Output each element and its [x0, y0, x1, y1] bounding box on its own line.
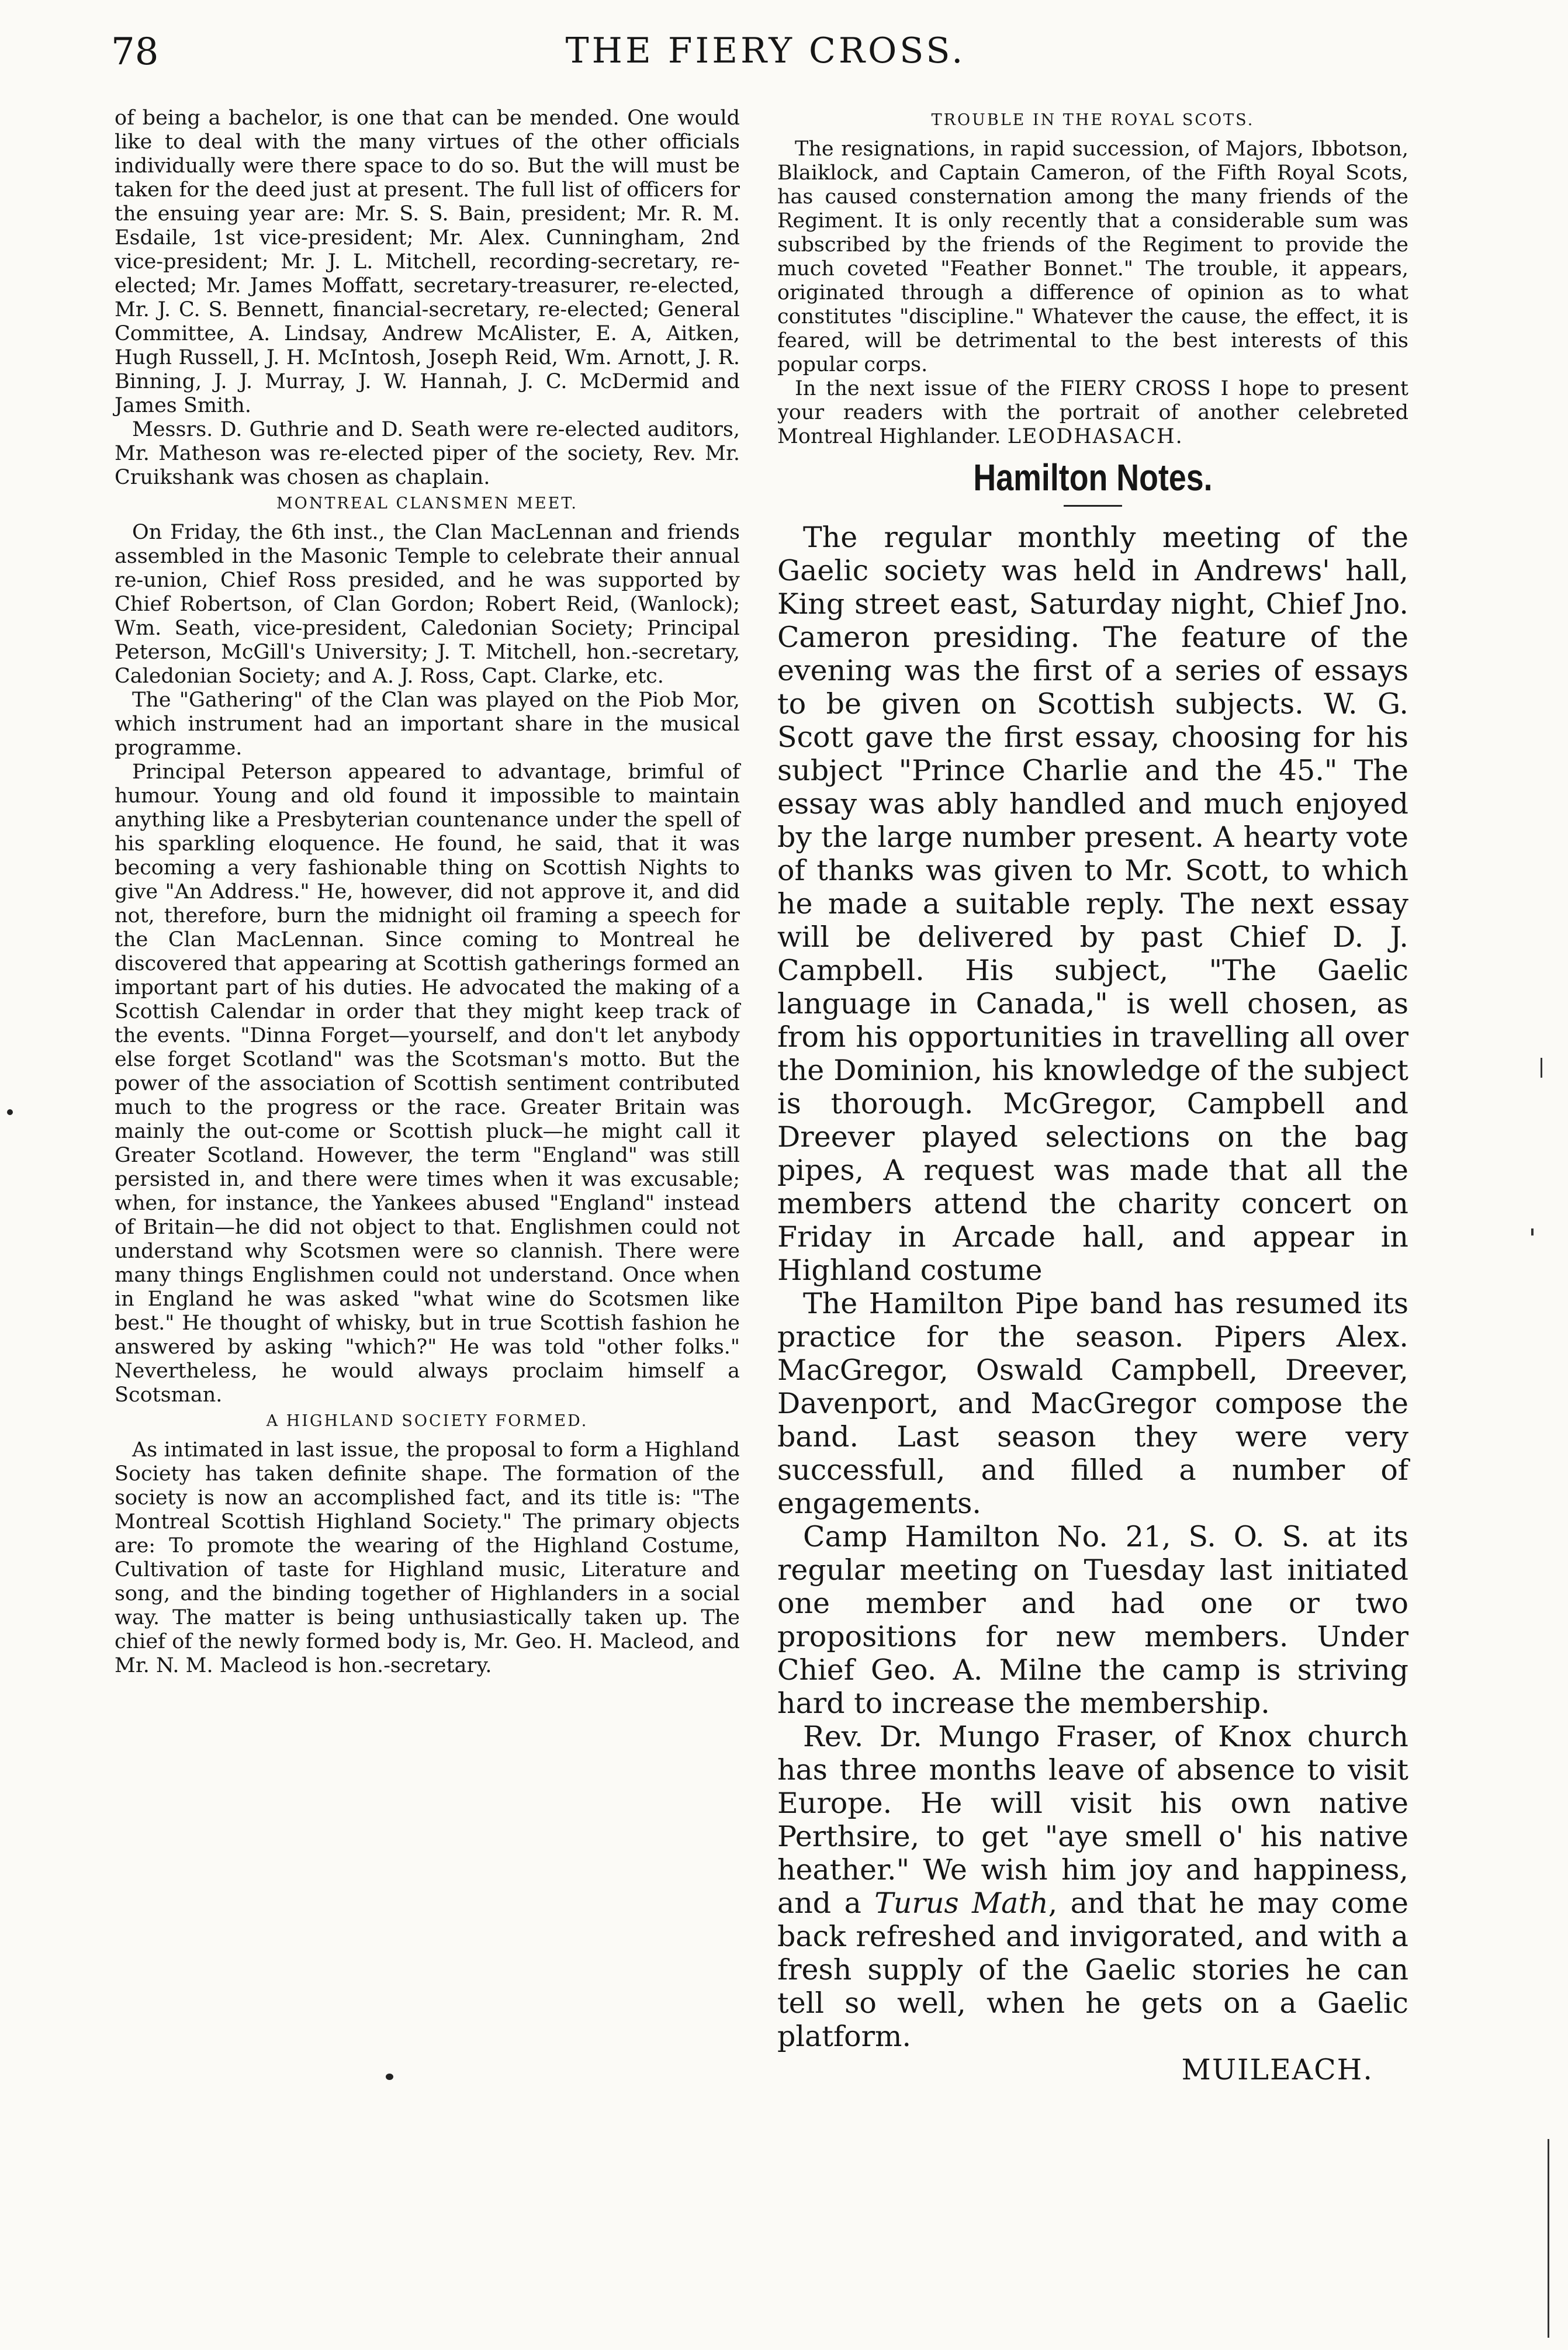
stray-mark-left: [7, 1109, 13, 1115]
turus-math-italic: Turus Math: [874, 1887, 1048, 1920]
heading-hamilton-notes: Hamilton Notes.: [973, 456, 1213, 499]
paragraph-officers: of being a bachelor, is one that can be mended. One would like to deal with the many virtues of the other officials individually were there space to do so. But the will must be taken for the deed just at present. The full list of officers for the ensuing year are: Mr. S. S. Bain, president; Mr. R. M. Esdaile, 1st vice-president; Mr. Alex. Cunningham, 2nd vice-president; Mr. J. L. Mitchell, recording-secretary, re-elected; Mr. James Moffatt, secretary-treasurer, re-elected, Mr. J. C. S. Bennett, financial-secretary, re-elected; General Committee, A. Lindsay, Andrew McAlister, E. A, Aitken, Hugh Russell, J. H. McIntosh, Joseph Reid, Wm. Arnott, J. R. Binning, J. J. Murray, J. W. Hannah, J. C. McDermid and James Smith.: [115, 106, 740, 417]
paragraph-principal-peterson: Principal Peterson appeared to advantage, brimful of humour. Young and old found it impossible to maintain anything like a Presbyterian countenance under the spell of his sparkling eloquence. He found, he said, that it was becoming a very fashionable thing on Scottish Nights to give "An Address." He, however, did not approve it, and did not, therefore, burn the midnight oil framing a speech for the Clan MacLennan. Since coming to Montreal he discovered that appearing at Scottish gatherings formed an important part of his duties. He advocated the making of a Scottish Calendar in order that they might keep track of the events. "Dinna Forget—yourself, and don't let anybody else forget Scotland" was the Scotsman's motto. But the power of the association of Scottish sentiment contributed much to the progress or the race. Greater Britain was mainly the out-come or Scottish pluck—he might call it Greater Scotland. However, the term "England" was still persisted in, and there were times when it was excusable; when, for instance, the Yankees abused "England" instead of Britain—he did not object to that. Englishmen could not understand why Scotsmen were so clannish. There were many things Englishmen could not understand. Once when in England he was asked "what wine do Scotsmen like best." He thought of whisky, but in true Scottish fashion he answered by asking "which?" He was told "other folks." Nevertheless, he would always proclaim himself a Scotsman.: [115, 760, 740, 1407]
signature-leodhasach: LEODHASACH.: [1007, 425, 1183, 448]
mungo-fraser-text-a: Rev. Dr. Mungo Fraser, of Knox church has three months leave of absence to visit Europe. He will visit his own native Perthsire, to get "aye smell o' his native heather." We wish him joy and happiness, and a: [777, 1720, 1408, 1920]
right-column: [777, 106, 1408, 2086]
paragraph-pipe-band: The Hamilton Pipe band has resumed its practice for the season. Pipers Alex. MacGregor, Oswald Campbell, Dreever, Davenport, and MacGregor compose the band. Last season they were very successfull, and filled a number of engagements.: [777, 1287, 1408, 1520]
page-header: [105, 30, 1426, 83]
mungo-fraser-text-b: , and that he may come back refreshed and invigorated, and with a fresh supply of the Gaelic stories he can tell so well, when he gets on a Gaelic platform.: [777, 1887, 1408, 2053]
paragraph-highland-society: As intimated in last issue, the proposal to form a Highland Society has taken definite shape. The formation of the society is now an accomplished fact, and its title is: "The Montreal Scottish Highland Society." The primary objects are: To promote the wearing of the Highland Costume, Cultivation of taste for Highland music, Literature and song, and the binding together of Highlanders in a social way. The matter is being unthusiastically taken up. The chief of the newly formed body is, Mr. Geo. H. Macleod, and Mr. N. M. Macleod is hon.-secretary.: [115, 1438, 740, 1677]
heading-montreal-clansmen: MONTREAL CLANSMEN MEET.: [276, 494, 578, 513]
paragraph-gathering: The "Gathering" of the Clan was played on the Piob Mor, which instrument had an important share in the musical programme.: [115, 688, 740, 760]
paragraph-clan-maclennan: On Friday, the 6th inst., the Clan MacLennan and friends assembled in the Masonic Temple to celebrate their annual re-union, Chief Ross presided, and he was supported by Chief Robertson, of Clan Gordon; Robert Reid, (Wanlock); Wm. Seath, vice-president, Caledonian Society; Principal Peterson, McGill's University; J. T. Mitchell, hon.-secretary, Caledonian Society; and A. J. Ross, Capt. Clarke, etc.: [115, 521, 740, 688]
page-number: 78: [111, 30, 159, 74]
heading-highland-society: A HIGHLAND SOCIETY FORMED.: [266, 1412, 589, 1430]
paragraph-auditors: Messrs. D. Guthrie and D. Seath were re-elected auditors, Mr. Matheson was re-elected piper of the society, Rev. Mr. Cruikshank was chosen as chaplain.: [115, 418, 740, 489]
edge-mark-3: [1548, 2139, 1549, 2338]
next-issue-text: In the next issue of the FIERY CROSS I hope to present your readers with the portrait of another celebreted Montreal Highlander.: [777, 377, 1408, 448]
signature-muileach: MUILEACH.: [1181, 2053, 1373, 2086]
edge-mark-2: [1531, 1228, 1534, 1235]
paragraph-mungo-fraser: [777, 1720, 1408, 2086]
heading-rule: [1064, 505, 1122, 507]
paragraph-gaelic-society: The regular monthly meeting of the Gaelic society was held in Andrews' hall, King street east, Saturday night, Chief Jno. Cameron presiding. The feature of the evening was the first of a series of essays to be given on Scottish subjects. W. G. Scott gave the first essay, choosing for his subject "Prince Charlie and the 45." The essay was ably handled and much enjoyed by the large number present. A hearty vote of thanks was given to Mr. Scott, to which he made a suitable reply. The next essay will be delivered by past Chief D. J. Campbell. His subject, "The Gaelic language in Canada," is well chosen, as from his opportunities in travelling all over the Dominion, his knowledge of the subject is thorough. McGregor, Campbell and Dreever played selections on the bag pipes, A request was made that all the members attend the charity concert on Friday in Arcade hall, and appear in Highland costume: [777, 521, 1408, 1287]
paragraph-resignations: The resignations, in rapid succession, of Majors, Ibbotson, Blaiklock, and Captain Cameron, of the Fifth Royal Scots, has caused consternation among the many friends of the Regiment. It is only recently that a considerable sum was subscribed by the friends of the Regiment to provide the much coveted "Feather Bonnet." The trouble, it appears, originated through a difference of opinion as to what constitutes "discipline." Whatever the cause, the effect, it is feared, will be detrimental to the best interests of this popular corps.: [777, 137, 1408, 376]
stray-mark-bottom: [386, 2074, 393, 2080]
left-column: [115, 106, 740, 2047]
paragraph-next-issue: [777, 377, 1408, 449]
running-title: THE FIERY CROSS.: [565, 30, 966, 71]
edge-mark-1: [1541, 1058, 1542, 1078]
paragraph-camp-hamilton: Camp Hamilton No. 21, S. O. S. at its regular meeting on Tuesday last initiated one member and had one or two propositions for new members. Under Chief Geo. A. Milne the camp is striving hard to increase the membership.: [777, 1520, 1408, 1720]
heading-royal-scots: TROUBLE IN THE ROYAL SCOTS.: [931, 111, 1255, 129]
